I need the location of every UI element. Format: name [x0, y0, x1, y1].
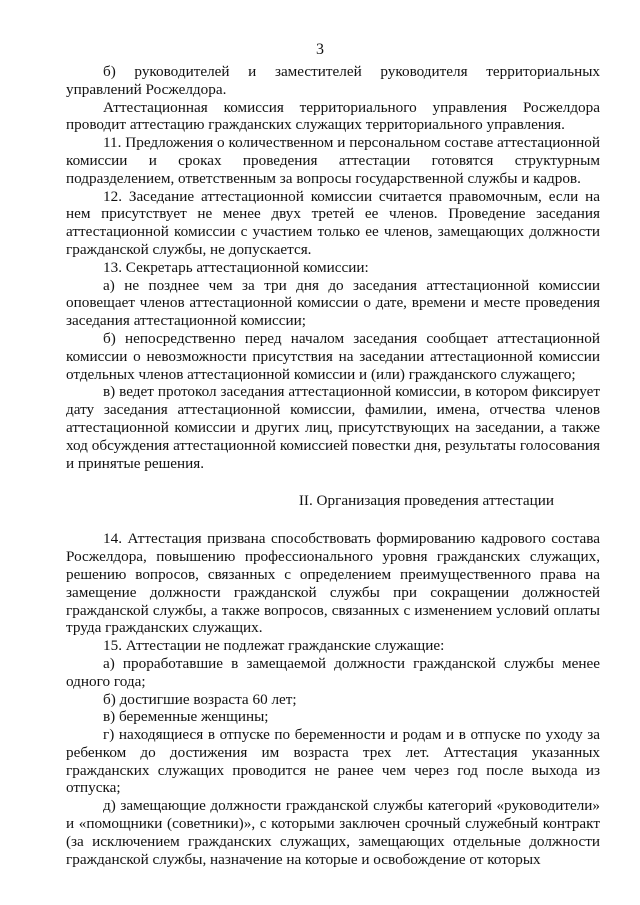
paragraph: д) замещающие должности гражданской службы категорий «руководители» и «помощники (советники)», с которыми заключен срочный служебный контракт (за исключением гражданских служащих, замещающих отдельные должности гражданской службы, назначение на которые и освобождение от которых [66, 797, 600, 868]
paragraph: б) достигшие возраста 60 лет; [103, 690, 297, 708]
paragraph: в) беременные женщины; [103, 708, 269, 726]
paragraph: 14. Аттестация призвана способствовать формированию кадрового состава Росжелдора, повышению профессионального уровня гражданских служащих, решению вопросов, связанных с определением преимущественного права на замещение должности гражданской службы при сокращении должностей гражданской службы, а также вопросов, связанных с изменением условий оплаты труда гражданских служащих. [66, 530, 600, 637]
paragraph: а) проработавшие в замещаемой должности гражданской службы менее одного года; [66, 654, 600, 690]
paragraph: в) ведет протокол заседания аттестационной комиссии, в котором фиксирует дату заседания аттестационной комиссии, фамилии, имена, отчества членов аттестационной комиссии и других лиц, присутствующих на заседании, а также ход обсуждения аттестационной комиссией повестки дня, результаты голосования и принятые решения. [66, 383, 600, 472]
page-number: 3 [316, 41, 324, 58]
paragraph: г) находящиеся в отпуске по беременности и родам и в отпуске по уходу за ребенком до достижения им возраста трех лет. Аттестация указанных гражданских служащих проводится не ранее чем через год после выхода из отпуска; [66, 726, 600, 797]
paragraph: 12. Заседание аттестационной комиссии считается правомочным, если на нем присутствует не менее двух третей ее членов. Проведение заседания аттестационной комиссии с участием только ее членов, замещающих должности гражданской службы, не допускается. [66, 187, 600, 258]
paragraph: б) руководителей и заместителей руководителя территориальных управлений Росжелдора. [66, 63, 600, 98]
paragraph: 15. Аттестации не подлежат гражданские служащие: [103, 637, 445, 655]
paragraph: а) не позднее чем за три дня до заседания аттестационной комиссии оповещает членов аттестационной комиссии о дате, времени и месте проведения заседания аттестационной комиссии; [66, 276, 600, 330]
paragraph: 11. Предложения о количественном и персональном составе аттестационной комиссии и сроках проведения аттестации готовятся структурным подразделением, ответственным за вопросы государственной службы и кадров. [66, 134, 600, 187]
section-heading: II. Организация проведения аттестации [298, 492, 554, 510]
paragraph: б) непосредственно перед началом заседания сообщает аттестационной комиссии о невозможности присутствия на заседании аттестационной комиссии отдельных членов аттестационной комиссии и (или) гражданского служащего; [66, 329, 600, 383]
document-body [66, 63, 600, 868]
paragraph: 13. Секретарь аттестационной комиссии: [103, 258, 369, 276]
paragraph: Аттестационная комиссия территориального управления Росжелдора проводит аттестацию гражданских служащих территориального управления. [66, 98, 600, 134]
